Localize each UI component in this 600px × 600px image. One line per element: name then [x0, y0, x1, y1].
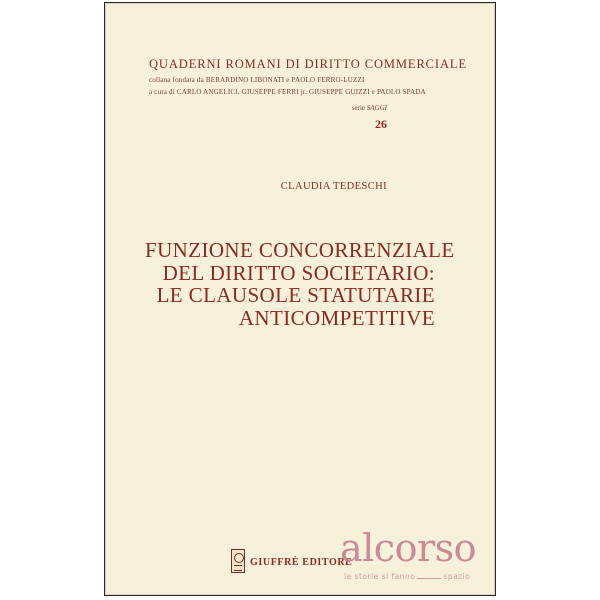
- watermark-rule: [417, 578, 441, 579]
- watermark-tagline: [344, 572, 470, 581]
- book-title-line: FUNZIONE CONCORRENZIALE: [145, 238, 455, 262]
- book-title: [145, 238, 455, 330]
- series-subline-name: SAGGI: [366, 104, 387, 112]
- watermark-brand: alcorso: [340, 526, 477, 570]
- watermark-tagline-left: le storie si fanno: [344, 572, 416, 581]
- book-title-line: ANTICOMPETITIVE: [238, 305, 435, 330]
- book-cover: [104, 2, 496, 596]
- watermark-tagline-right: spazio: [443, 572, 471, 581]
- series-title: QUADERNI ROMANI DI DIRITTO COMMERCIALE: [149, 57, 467, 71]
- book-title-line: LE CLAUSOLE STATUTARIE: [156, 283, 435, 307]
- alcorso-watermark: [340, 528, 480, 592]
- book-title-line: DEL DIRITTO SOCIETARIO:: [162, 260, 435, 285]
- volume-number: 26: [375, 117, 387, 131]
- publisher-name: GIUFFRÈ EDITORE: [250, 557, 353, 568]
- series-editors: a cura di CARLO ANGELICI, GIUSEPPE FERRI jr, GIUSEPPE GUIZZI e PAOLO SPADA: [149, 88, 426, 96]
- series-subline: [352, 104, 387, 112]
- series-founders: collana fondata da BERARDINO LIBONATI e PAOLO FERRO-LUZZI: [149, 76, 365, 84]
- publisher-emblem-icon: [231, 549, 245, 573]
- author-name: CLAUDIA TEDESCHI: [280, 181, 387, 192]
- series-subline-prefix: serie: [351, 104, 366, 112]
